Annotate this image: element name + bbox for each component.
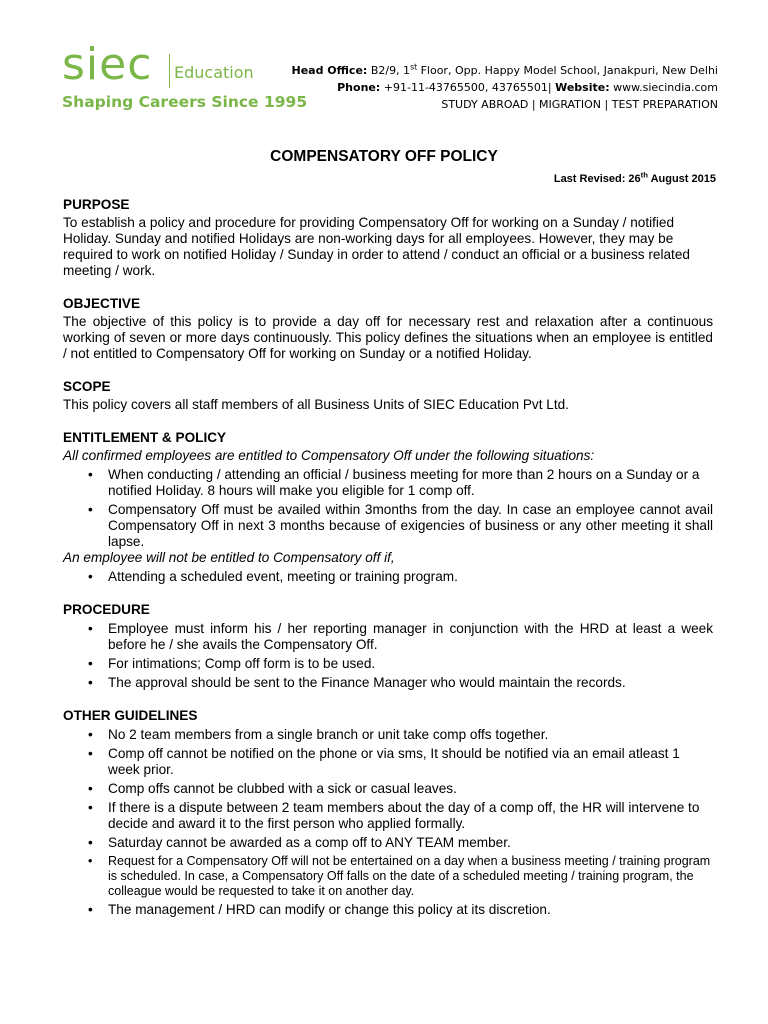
guidelines-list <box>63 727 713 918</box>
list-item: • Attending a scheduled event, meeting or training program. <box>63 569 713 585</box>
list-item: • Compensatory Off must be availed within 3months from the day. In case an employee cannot avail Compensatory Off in next 3 months because of exigencies of business or any other meeting it shall lapse. <box>63 502 713 550</box>
entitlement-intro: All confirmed employees are entitled to Compensatory Off under the following situations: <box>63 448 595 463</box>
logo-divider <box>169 54 170 88</box>
revised-pre: Last Revised: 26 <box>553 173 641 185</box>
procedure-list <box>63 621 713 691</box>
entitlement-heading: ENTITLEMENT & POLICY <box>63 430 227 445</box>
list-item: • Request for a Compensatory Off will not be entertained on a day when a business meeting / training program is scheduled. In case, a Compensatory Off falls on the date of a scheduled meeting / training program, the colleague would be requested to take it on another day. <box>63 854 713 899</box>
list-item: • The approval should be sent to the Finance Manager who would maintain the records. <box>63 675 713 691</box>
list-item: • Comp offs cannot be clubbed with a sick or casual leaves. <box>63 781 713 797</box>
scope-heading: SCOPE <box>63 379 111 394</box>
list-item: • When conducting / attending an official / business meeting for more than 2 hours on a Sunday or a notified Holiday. 8 hours will make you eligible for 1 comp off. <box>63 467 713 499</box>
list-item: • Saturday cannot be awarded as a comp off to ANY TEAM member. <box>63 835 713 851</box>
policy-body <box>63 197 713 918</box>
list-item: • Employee must inform his / her reporting manager in conjunction with the HRD at least a week before he / she avails the Compensatory Off. <box>63 621 713 653</box>
entitlement-list <box>63 467 713 550</box>
website-label: Website: <box>555 81 610 94</box>
list-item: • No 2 team members from a single branch or unit take comp offs together. <box>63 727 713 743</box>
head-office-address-post: Floor, Opp. Happy Model School, Janakpuri, New Delhi <box>417 64 718 77</box>
objective-heading: OBJECTIVE <box>63 296 141 311</box>
purpose-heading: PURPOSE <box>63 197 130 212</box>
purpose-text: To establish a policy and procedure for providing Compensatory Off for working on a Sunday / notified Holiday. Sunday and notified Holidays are non-working days for all employees. However, they may be required to work on notified Holiday / Sunday in order to attend / conduct an official or a business related meeting / work. <box>63 215 690 278</box>
list-item: • If there is a dispute between 2 team members about the day of a comp off, the HR will intervene to decide and award it to the first person who applied formally. <box>63 800 713 832</box>
not-entitled-intro: An employee will not be entitled to Compensatory off if, <box>63 550 395 565</box>
head-office-address-pre: B2/9, 1 <box>370 64 411 77</box>
guidelines-heading: OTHER GUIDELINES <box>63 708 198 723</box>
services-line: STUDY ABROAD | MIGRATION | TEST PREPARATION <box>441 98 718 111</box>
list-item: • The management / HRD can modify or change this policy at its discretion. <box>63 902 713 918</box>
objective-text: The objective of this policy is to provide a day off for necessary rest and relaxation after a continuous working of seven or more days continuously. This policy defines the situations when an employee is entitled / not entitled to Compensatory Off for working on Sunday or a notified Holiday. <box>63 314 713 361</box>
phone-numbers: +91-11-43765500, 43765501| <box>383 81 552 94</box>
head-office-line <box>292 62 718 79</box>
document-title: COMPENSATORY OFF POLICY <box>270 148 498 165</box>
head-office-address-sup: st <box>410 62 418 72</box>
logo-tagline: Shaping Careers Since 1995 <box>62 93 308 111</box>
not-entitled-list <box>63 569 713 585</box>
list-item: • For intimations; Comp off form is to be used. <box>63 656 713 672</box>
head-office-label: Head Office: <box>291 64 368 77</box>
list-item: • Comp off cannot be notified on the phone or via sms, It should be notified via an email atleast 1 week prior. <box>63 746 713 778</box>
procedure-heading: PROCEDURE <box>63 602 150 617</box>
phone-label: Phone: <box>337 81 381 94</box>
last-revised <box>553 170 716 185</box>
revised-post: August 2015 <box>647 173 716 185</box>
logo-brand: siec <box>62 39 153 90</box>
logo-division: Education <box>174 63 254 82</box>
phone-line <box>292 79 718 96</box>
scope-text: This policy covers all staff members of all Business Units of SIEC Education Pvt Ltd. <box>63 397 569 412</box>
website-url: www.siecindia.com <box>613 81 718 94</box>
letterhead-contact <box>292 62 718 113</box>
revised-sup: th <box>640 170 648 180</box>
